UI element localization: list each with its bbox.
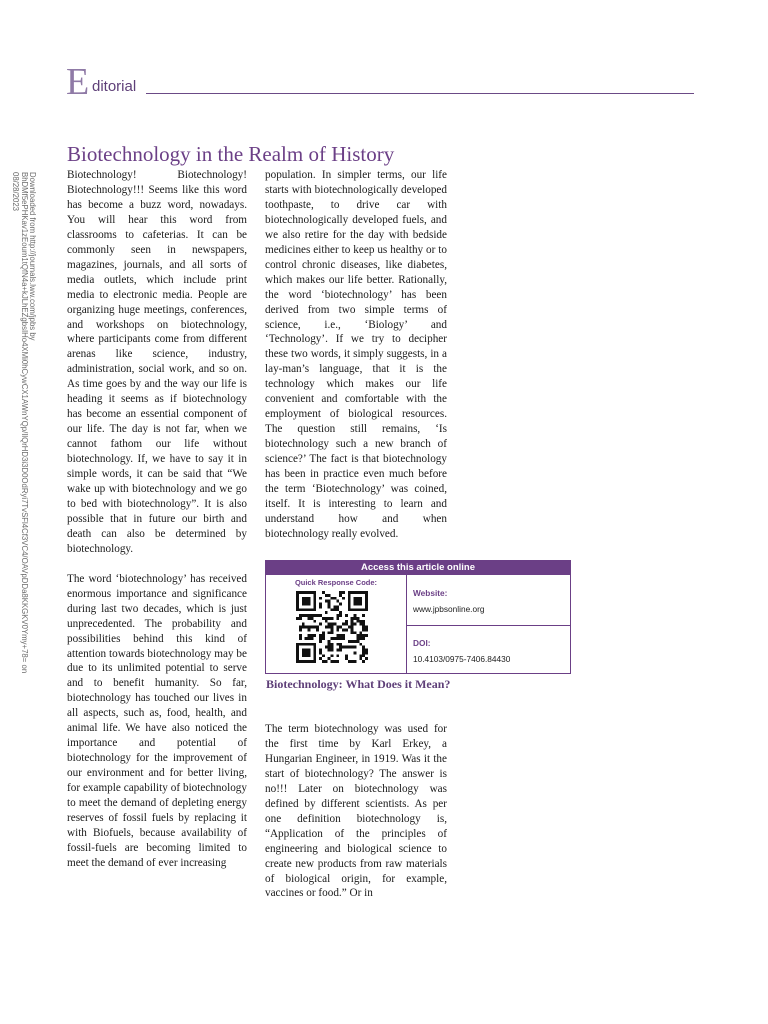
doi-link[interactable]: 10.4103/0975-7406.84430 bbox=[413, 654, 511, 664]
website-label: Website: bbox=[413, 588, 448, 598]
qr-label: Quick Response Code: bbox=[294, 578, 378, 587]
column-1 bbox=[67, 168, 247, 871]
doi-label: DOI: bbox=[413, 638, 431, 648]
qr-section bbox=[266, 575, 407, 673]
website-section bbox=[406, 575, 570, 626]
qr-code-icon[interactable] bbox=[296, 591, 368, 663]
paragraph-population: population. In simpler terms, our life starts with biotechnologically developed toothpaste, to drive car with biotechnologically developed fuels, and we also retire for the day with bedside medicines either to keep us healthy or to control chronic diseases, like diabetes, which makes our life better. Rationally, the word ‘biotechnology’ has been derived from two simple terms of science, i.e., ‘Biology’ and ‘Technology’. If we try to decipher these two words, it simply suggests, in a lay-man’s language, that it is the technology which makes our life convenient and comfortable with the employment of biological resources. The question still remains, ‘Is biotechnology such a new branch of science?’ The fact is that biotechnology has been in practice even much before the term ‘Biotechnology’ was coined, itself. It is interesting to learn and understand how and when biotechnology really evolved. bbox=[265, 169, 447, 540]
column-2 bbox=[265, 168, 447, 542]
watermark-line-2: BhDMf5ePHKav1zEoum1tQfN4a+kJLhEZgbsIHo4XMi0hCywCX1AWnYQp/IlQrHD3i3D0OdRyi7TvSFl4Cf3VC4/OAVpDDa8KKGKV0Ymy+78= on bbox=[19, 172, 29, 674]
access-article-box bbox=[265, 560, 571, 674]
paragraph-intro: Biotechnology! Biotechnology! Biotechnology!!! Seems like this word has become a buzz word, nowadays. You will hear this word from classrooms to cafeterias. It can be commonly seen in newspapers, magazines, journals, and all sorts of media outlets, which include print media to electronic media. People are organizing huge meetings, conferences, and workshops on biotechnology, where participants come from different arenas like science, industry, administration, social work, and so on. As time goes by and the way our life is heading it seems as if biotechnology has become an essential component of our life. The day is not far, when we cannot fathom our life without biotechnology. If, we have to say it in simple words, it can be said that “We wake up with biotechnology and we go to bed with biotechnology”. It is also possible that in future our birth and death can also be determined by biotechnology. bbox=[67, 169, 247, 555]
column-3 bbox=[265, 722, 447, 901]
section-subheading: Biotechnology: What Does it Mean? bbox=[266, 677, 451, 691]
watermark-line-1: Downloaded from http://journals.lww.com/jpbs by bbox=[28, 172, 37, 341]
watermark-line-3: 08/28/2023 bbox=[11, 172, 21, 212]
download-watermark bbox=[4, 172, 37, 674]
access-box-header: Access this article online bbox=[266, 561, 570, 575]
paragraph-word-biotechnology: The word ‘biotechnology’ has received enormous importance and significance during last two decades, which is just unprecedented. The probability and possibilities behind this kind of attention towards biotechnology may be due to its unlimited potential to serve and to benefit humanity. So far, biotechnology has touched our lives in all aspects, such as, food, health, and animal life. We have also noticed the importance and potential of biotechnology for the improvement of our environment and for better living, for example capability of biotechnology to meet the demand of depleting energy reserves of fossil fuels by replacing it with Biofuels, because availability of fossil-fuels are becoming limited to meet the demand of ever increasing bbox=[67, 572, 247, 869]
doi-section bbox=[406, 625, 570, 673]
website-link[interactable]: www.jpbsonline.org bbox=[413, 604, 485, 614]
article-title: Biotechnology in the Realm of History bbox=[67, 142, 395, 166]
section-header-initial: E bbox=[66, 61, 90, 103]
section-header bbox=[66, 61, 694, 103]
section-header-label: ditorial bbox=[92, 78, 137, 95]
paragraph-term-history: The term biotechnology was used for the first time by Karl Erkey, a Hungarian Engineer, in 1919. Was it the start of biotechnology? The answer is no!!! Later on biotechnology was defined by different scientists. As per one definition biotechnology is, “Application of the principles of engineering and biological science to create new products from raw materials of biological origin, for example, vaccines or food.” Or in bbox=[265, 723, 447, 900]
header-rule bbox=[146, 93, 694, 94]
